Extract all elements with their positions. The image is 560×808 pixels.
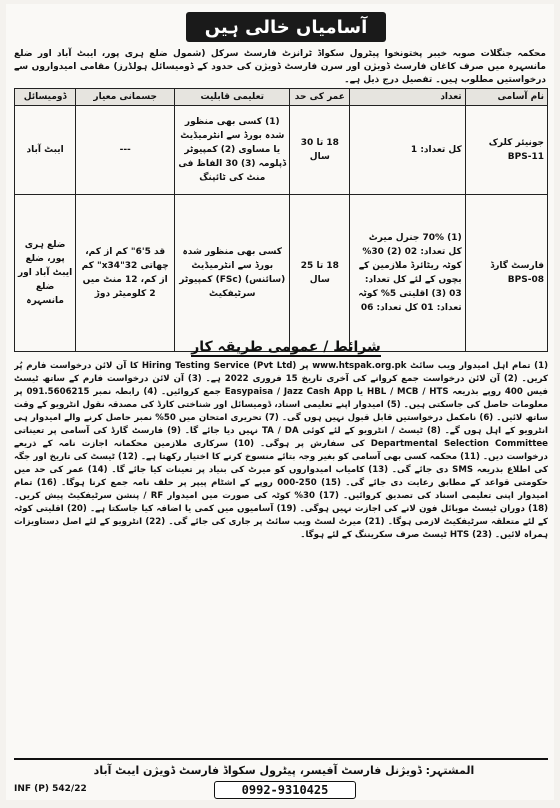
cell-age: 18 تا 30 سال — [290, 106, 350, 195]
cell-quantity: کل تعداد: 1 — [350, 106, 465, 195]
header-quantity: تعداد — [350, 89, 465, 106]
cell-physical: قد 5'6" کم از کم، چھاتی 32"x34" کم از کم، 12 منٹ میں 2 کلومیٹر دوڑ — [76, 195, 175, 352]
cell-post: فارسٹ گارڈ BPS-08 — [465, 195, 547, 352]
page-title: آسامیاں خالی ہیں — [186, 12, 386, 42]
advertisement-page — [6, 4, 554, 800]
header-post: نام آسامی — [465, 89, 547, 106]
header-qualification: تعلیمی قابلیت — [175, 89, 290, 106]
intro-paragraph: محکمہ جنگلات صوبہ خیبر پختونخوا پیٹرول سکواڈ ٹرانزٹ فارسٹ سرکل (شمول ضلع ہری پور، ایبٹ آباد اور ضلع مانسہرہ میں صرف کاغان فارسٹ ڈویژن اور سرن فارسٹ ڈویژن کی حدود کے ڈومیسائل ہولڈرز) مقامی امیدواروں سے درخواستیں مطلوب ہیں۔ تفصیل درج ذیل ہے۔ — [14, 49, 546, 85]
cell-physical: --- — [76, 106, 175, 195]
cell-domicile: ایبٹ آباد — [15, 106, 76, 195]
table-row — [15, 195, 548, 352]
vacancy-table — [14, 88, 548, 352]
footer — [14, 758, 548, 800]
phone-number: 0992-9310425 — [214, 781, 356, 799]
reference-number: INF (P) 542/22 — [14, 784, 87, 794]
table-header-row — [15, 89, 548, 106]
header-domicile: ڈومیسائل — [15, 89, 76, 106]
terms-heading-text: شرائط / عمومی طریقہ کار — [191, 339, 381, 355]
cell-quantity: (1) 70% جنرل میرٹ کل تعداد: 02 (2) 30% کوٹہ ریٹائرڈ ملازمین کے بچوں کے لئے کل تعداد: 03 (3) اقلیتی 5% کوٹہ تعداد: 01 کل تعداد: 06 — [350, 195, 465, 352]
cell-qualification: کسی بھی منظور شدہ بورڈ سے انٹرمیڈیٹ (سائنس) (FSc) کمپیوٹر سرٹیفکیٹ — [175, 195, 290, 352]
cell-age: 18 تا 25 سال — [290, 195, 350, 352]
advertiser-line: المشتہر: ڈویژنل فارسٹ آفیسر، پیٹرول سکواڈ فارسٹ ڈویژن ایبٹ آباد — [93, 764, 475, 777]
table-row — [15, 106, 548, 195]
cell-domicile: ضلع ہری پور، ضلع ایبٹ آباد اور ضلع مانسہرہ — [15, 195, 76, 352]
terms-heading — [166, 339, 406, 355]
terms-body: (1) تمام اہل امیدوار ویب سائٹ www.htspak.org.pk پر Hiring Testing Service (Pvt Ltd) کا آن لائن درخواست فارم پُر کریں۔ (2) آن لائن درخواست جمع کروانے کی آخری تاریخ 15 فروری 2022 ہے۔ (3) آن لائن درخواست فارم کے ساتھ ٹیسٹ فیس 400 روپے بذریعہ HBL / MCB / HTS یا Easypaisa / Jazz Cash App جمع کروائیں۔ (4) رابطہ نمبر 091.5606215 پر معلومات حاصل کی جاسکتی ہیں۔ (5) امیدوار اپنے تعلیمی اسناد، ڈومیسائل اور شناختی کارڈ کی مصدقہ نقول انٹرویو کے وقت ساتھ لائیں۔ (6) نامکمل درخواستیں قابل قبول نہیں ہوں گی۔ (7) تحریری امتحان میں 50% نمبر حاصل کرنے والے امیدوار ہی انٹرویو کے اہل ہوں گے۔ (8) ٹیسٹ / انٹرویو کے لئے کوئی TA / DA نہیں دیا جائے گا۔ (9) فارسٹ گارڈ کی آسامی پر تعیناتی Departmental Selection Committee کی سفارش پر ہوگی۔ (10) سرکاری ملازمین محکمانہ اجازت نامہ کے ذریعے درخواست دیں۔ (11) محکمہ کسی بھی آسامی کو بغیر وجہ بتائے منسوخ کرنے کا اختیار رکھتا ہے۔ (12) ٹیسٹ کی تاریخ اور جگہ کی اطلاع بذریعہ SMS دی جائے گی۔ (13) کامیاب امیدواروں کو میرٹ کی بنیاد پر تعینات کیا جائے گا۔ (14) عمر کی حد میں حکومتی قواعد کے مطابق رعایت دی جائے گی۔ (15) 250-000 روپے کے اشٹام پیپر پر حلف نامہ جمع کرنا ہوگا۔ (16) تمام امیدوار اپنی تعلیمی اسناد کی تصدیق کروائیں۔ (17) 30% کوٹہ کی صورت میں امیدوار RF / پنشن سرٹیفکیٹ پیش کریں۔ (18) دوران ٹیسٹ موبائل فون لانے کی اجازت نہیں ہوگی۔ (19) آسامیوں میں کمی یا اضافہ کیا جاسکتا ہے۔ (20) اقلیتی کوٹہ کے لئے متعلقہ سرٹیفکیٹ لازمی ہوگا۔ (21) میرٹ لسٹ ویب سائٹ پر جاری کی جائے گی۔ (22) انٹرویو کے لئے اصل دستاویزات ہمراہ لائیں۔ (23) HTS ٹیسٹ صرف سکریننگ کے لئے ہوگا۔ — [14, 361, 548, 540]
cell-post: جونیئر کلرک BPS-11 — [465, 106, 547, 195]
header-physical-standard: جسمانی معیار — [76, 89, 175, 106]
header-age-limit: عمر کی حد — [290, 89, 350, 106]
cell-qualification: (1) کسی بھی منظور شدہ بورڈ سے انٹرمیڈیٹ یا مساوی (2) کمپیوٹر ڈپلومہ (3) 30 الفاظ فی منٹ کی ٹائپنگ — [175, 106, 290, 195]
